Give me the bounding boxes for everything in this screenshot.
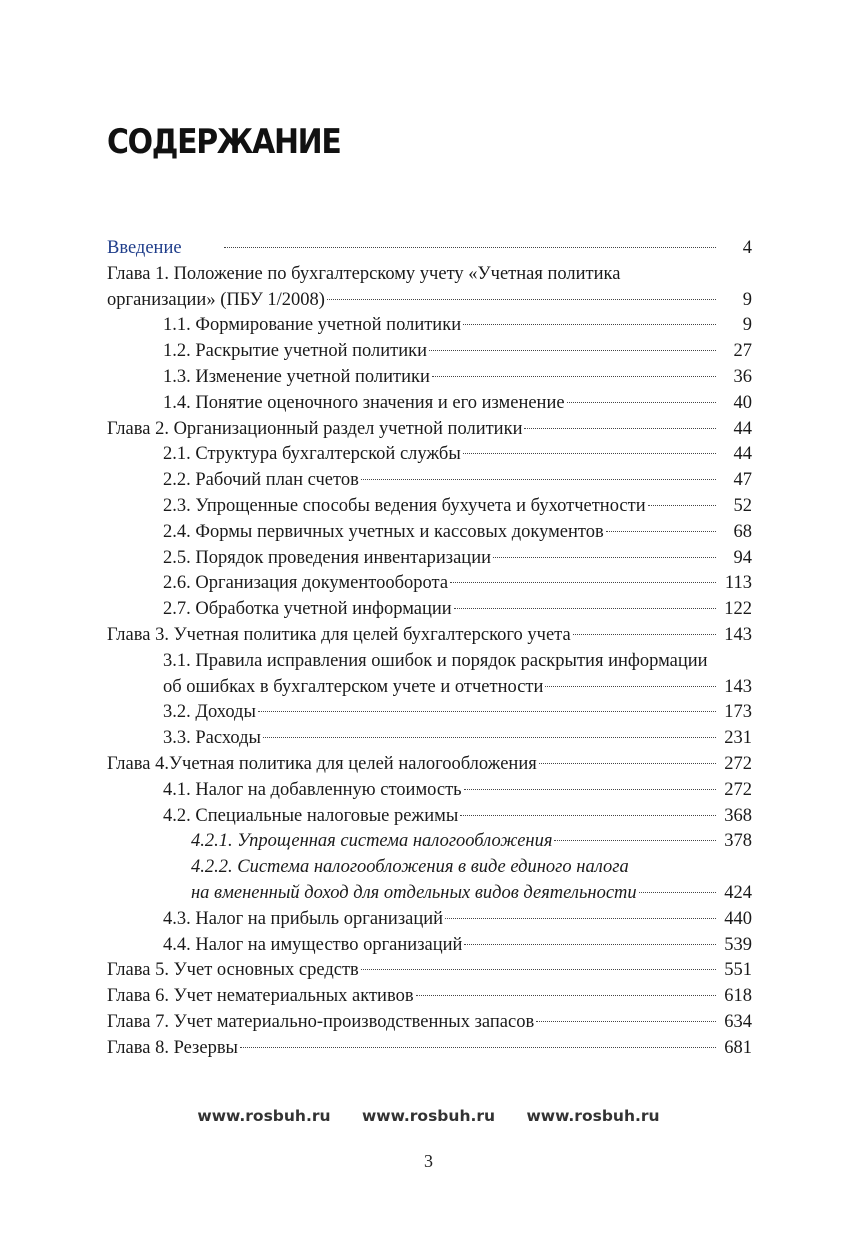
toc-entry[interactable]: [107, 417, 752, 443]
toc-entry[interactable]: [107, 623, 752, 649]
toc-entry[interactable]: [107, 726, 752, 752]
dot-leader: [445, 918, 716, 919]
toc-entry-title: Глава 5. Учет основных средств: [107, 960, 359, 981]
dot-leader: [536, 1021, 716, 1022]
toc-entry[interactable]: [107, 1010, 752, 1036]
toc-entry-title: 4.1. Налог на добавленную стоимость: [163, 779, 462, 800]
toc-entry-title: 1.3. Изменение учетной политики: [163, 366, 430, 387]
toc-entry-title: 2.7. Обработка учетной информации: [163, 599, 452, 620]
toc-entry-title: 2.4. Формы первичных учетных и кассовых документов: [163, 521, 604, 542]
toc-entry[interactable]: [107, 752, 752, 778]
toc-entry[interactable]: [107, 649, 752, 675]
dot-leader: [524, 428, 716, 429]
toc-entry-page: 424: [724, 882, 752, 903]
dot-leader: [639, 892, 716, 893]
toc-entry-page: 681: [724, 1037, 752, 1058]
page-title: СОДЕРЖАНИЕ: [107, 122, 341, 162]
toc-entry-title: 1.1. Формирование учетной политики: [163, 315, 462, 336]
toc-entry[interactable]: [107, 829, 752, 855]
toc-entry-page: 440: [724, 908, 752, 929]
footer-links: [0, 1107, 857, 1125]
dot-leader: [416, 995, 716, 996]
toc-entry[interactable]: [107, 984, 752, 1010]
dot-leader: [606, 531, 716, 532]
toc-entry[interactable]: [107, 365, 752, 391]
toc-entry-title: организации» (ПБУ 1/2008): [107, 289, 325, 310]
toc-entry-title: Введение: [107, 238, 182, 258]
dot-leader: [554, 840, 716, 841]
toc-entry-title: 2.2. Рабочий план счетов: [163, 470, 359, 491]
toc-entry-page: 9: [742, 289, 752, 310]
toc-entry-title: Глава 1. Положение по бухгалтерскому учету «Учетная политика: [107, 263, 621, 284]
toc-entry[interactable]: [107, 907, 752, 933]
toc-entry-title: Глава 3. Учетная политика для целей бухгалтерского учета: [107, 624, 571, 645]
toc-entry-page: 27: [733, 341, 752, 362]
toc-entry[interactable]: [107, 468, 752, 494]
toc-entry[interactable]: [107, 855, 752, 881]
toc-entry-page: 143: [724, 624, 752, 645]
dot-leader: [454, 608, 716, 609]
toc-entry-page: 539: [724, 934, 752, 955]
toc-entry[interactable]: [107, 881, 752, 907]
toc-entry-page: 68: [733, 521, 752, 542]
toc-entry[interactable]: [107, 262, 752, 288]
footer-link[interactable]: www.rosbuh.ru: [361, 1107, 496, 1125]
toc-entry-title: на вмененный доход для отдельных видов деятельности: [191, 882, 637, 903]
toc-entry-title: Глава 4.Учетная политика для целей налогообложения: [107, 753, 537, 774]
toc-entry[interactable]: [107, 597, 752, 623]
toc-entry-title: 4.3. Налог на прибыль организаций: [163, 908, 444, 929]
toc-entry-title: 3.1. Правила исправления ошибок и порядок раскрытия информации: [163, 650, 708, 671]
dot-leader: [573, 634, 716, 635]
toc-entry-title: 4.2.1. Упрощенная система налогообложения: [191, 831, 553, 852]
toc-entry[interactable]: [107, 804, 752, 830]
toc-entry-title: 1.2. Раскрытие учетной политики: [163, 341, 428, 362]
dot-leader: [539, 763, 716, 764]
toc-entry[interactable]: [107, 313, 752, 339]
toc-entry-page: 122: [724, 599, 752, 620]
footer-link[interactable]: www.rosbuh.ru: [197, 1107, 331, 1125]
toc-entry-title: 4.4. Налог на имущество организаций: [163, 934, 463, 955]
dot-leader: [464, 789, 716, 790]
toc-entry-title: Глава 2. Организационный раздел учетной политики: [107, 418, 523, 439]
toc-entry[interactable]: [107, 1036, 752, 1062]
table-of-contents: [107, 236, 752, 1062]
toc-entry[interactable]: [107, 933, 752, 959]
dot-leader: [361, 479, 716, 480]
toc-entry-page: 143: [724, 676, 752, 697]
toc-entry-page: 272: [724, 779, 752, 800]
toc-entry-page: 40: [733, 392, 752, 413]
toc-entry-title: об ошибках в бухгалтерском учете и отчетности: [163, 676, 544, 697]
toc-entry[interactable]: [107, 339, 752, 365]
toc-entry-page: 4: [742, 238, 752, 258]
toc-entry-page: 173: [724, 702, 752, 723]
toc-entry[interactable]: [107, 494, 752, 520]
toc-entry[interactable]: [107, 520, 752, 546]
toc-entry-page: 272: [724, 753, 752, 774]
toc-entry-page: 47: [733, 470, 752, 491]
toc-entry-title: 2.5. Порядок проведения инвентаризации: [163, 547, 492, 568]
dot-leader: [429, 350, 716, 351]
dot-leader: [432, 376, 716, 377]
toc-entry-page: 378: [724, 831, 752, 852]
toc-entry-title: Глава 8. Резервы: [107, 1037, 238, 1058]
toc-entry-title: 3.3. Расходы: [163, 728, 261, 749]
dot-leader: [361, 969, 716, 970]
toc-entry[interactable]: [107, 288, 752, 314]
toc-entry-page: 9: [742, 315, 752, 336]
toc-entry-title: Глава 7. Учет материально-производственных запасов: [107, 1011, 535, 1032]
footer-link[interactable]: www.rosbuh.ru: [526, 1107, 660, 1125]
dot-leader: [460, 815, 716, 816]
toc-entry-title: 4.2.2. Система налогообложения в виде единого налога: [191, 857, 629, 878]
toc-entry-page: 551: [724, 960, 752, 981]
dot-leader: [258, 711, 716, 712]
dot-leader: [450, 582, 716, 583]
dot-leader: [327, 299, 716, 300]
page-number: 3: [424, 1151, 433, 1171]
toc-entry[interactable]: [107, 236, 752, 262]
toc-entry-title: 3.2. Доходы: [163, 702, 256, 723]
dot-leader: [463, 324, 716, 325]
dot-leader: [545, 686, 716, 687]
toc-entry-page: 113: [724, 573, 752, 594]
dot-leader: [263, 737, 716, 738]
toc-entry-page: 36: [733, 366, 752, 387]
dot-leader: [240, 1047, 716, 1048]
toc-entry-page: 52: [733, 495, 752, 516]
toc-entry-title: 2.3. Упрощенные способы ведения бухучета и бухотчетности: [163, 495, 646, 516]
dot-leader: [493, 557, 716, 558]
toc-entry-page: 44: [733, 418, 752, 439]
toc-entry-title: 4.2. Специальные налоговые режимы: [163, 805, 459, 826]
toc-entry-page: 634: [724, 1011, 752, 1032]
toc-entry[interactable]: [107, 391, 752, 417]
dot-leader: [567, 402, 716, 403]
dot-leader: [464, 944, 716, 945]
toc-entry[interactable]: [107, 546, 752, 572]
toc-entry-title: Глава 6. Учет нематериальных активов: [107, 986, 414, 1007]
toc-entry-title: 2.6. Организация документооборота: [163, 573, 449, 594]
dot-leader: [648, 505, 716, 506]
toc-entry-title: 2.1. Структура бухгалтерской службы: [163, 444, 461, 465]
dot-leader: [224, 247, 716, 248]
toc-entry[interactable]: [107, 571, 752, 597]
toc-entry[interactable]: [107, 442, 752, 468]
toc-entry[interactable]: [107, 700, 752, 726]
toc-entry-page: 94: [733, 547, 752, 568]
toc-entry-page: 368: [724, 805, 752, 826]
toc-entry-title: 1.4. Понятие оценочного значения и его изменение: [163, 392, 565, 413]
toc-entry-page: 231: [724, 728, 752, 749]
dot-leader: [463, 453, 716, 454]
toc-entry[interactable]: [107, 778, 752, 804]
toc-entry[interactable]: [107, 958, 752, 984]
toc-entry[interactable]: [107, 675, 752, 701]
toc-entry-page: 618: [724, 986, 752, 1007]
toc-entry-page: 44: [733, 444, 752, 465]
